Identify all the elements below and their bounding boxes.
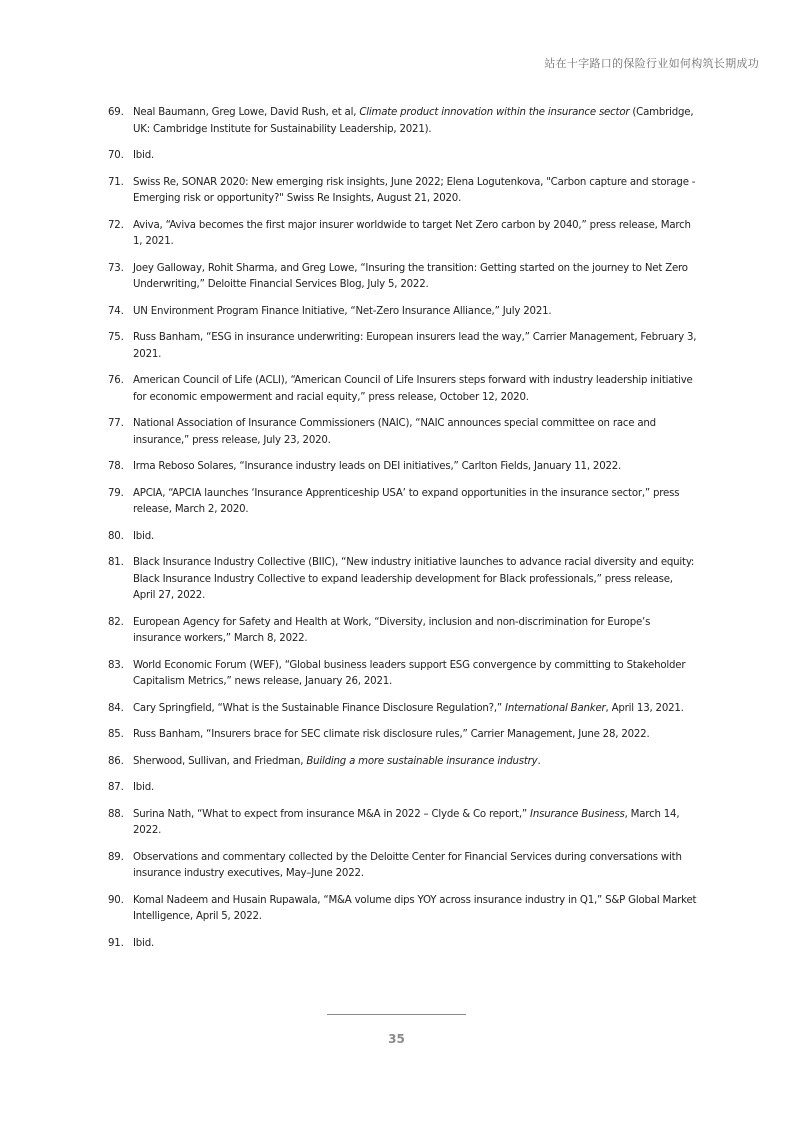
endnote-text-segment: Swiss Re, SONAR 2020: New emerging risk insights, June 2022; Elena Logutenkova, "Carbon capture and storage - Emerging risk or opportunity?" Swiss Re Insights, August 21, 2020.: [133, 176, 696, 204]
endnote-text-segment: APCIA, “APCIA launches ‘Insurance Apprenticeship USA’ to expand opportunities in the insurance sector,” press release, March 2, 2020.: [133, 487, 680, 515]
footer-divider: [327, 1014, 466, 1015]
endnote-item: [108, 893, 698, 926]
endnote-item: [108, 727, 698, 744]
endnote-number: 83.: [108, 659, 124, 671]
endnote-text-segment: Cary Springfield, “What is the Sustainable Finance Disclosure Regulation?,”: [133, 702, 506, 714]
endnote-text: [133, 893, 698, 926]
endnote-number: 87.: [108, 782, 124, 793]
endnote-item: [108, 658, 698, 691]
endnote-number: 82.: [108, 616, 124, 628]
endnote-item: [108, 148, 698, 165]
endnote-number: 91.: [108, 937, 124, 949]
endnote-text: [133, 105, 698, 138]
endnote-number: 88.: [108, 808, 124, 820]
endnote-number: 90.: [108, 894, 124, 906]
endnote-text-segment: World Economic Forum (WEF), “Global business leaders support ESG convergence by committing to Stakeholder Capitalism Metrics,” news release, January 26, 2021.: [133, 659, 686, 687]
endnote-item: [108, 936, 698, 953]
endnote-text-segment: Sherwood, Sullivan, and Friedman,: [133, 755, 307, 767]
endnote-title-italic: International Banker: [505, 702, 606, 714]
endnote-text-segment: Ibid.: [133, 782, 155, 793]
endnote-item: [108, 701, 698, 718]
endnote-text-segment: Russ Banham, “Insurers brace for SEC climate risk disclosure rules,” Carrier Management, June 28, 2022.: [133, 729, 650, 740]
endnote-text: [133, 416, 698, 449]
endnote-item: [108, 486, 698, 519]
endnote-text-segment: Irma Reboso Solares, “Insurance industry leads on DEI initiatives,” Carlton Fields, January 11, 2022.: [133, 461, 622, 472]
endnote-item: [108, 780, 698, 797]
endnote-item: [108, 218, 698, 251]
endnote-text-segment: Surina Nath, “What to expect from insurance M&A in 2022 – Clyde & Co report,”: [133, 808, 531, 820]
endnote-text: [133, 701, 698, 718]
endnote-text: [133, 529, 698, 546]
endnote-item: [108, 416, 698, 449]
endnote-number: 72.: [108, 219, 124, 231]
endnote-number: 85.: [108, 729, 124, 740]
endnote-text-segment: Ibid.: [133, 530, 155, 542]
endnote-text: [133, 658, 698, 691]
endnote-item: [108, 330, 698, 363]
endnote-text-segment: UN Environment Program Finance Initiative, “Net-Zero Insurance Alliance,” July 2021.: [133, 305, 552, 317]
endnote-number: 89.: [108, 851, 124, 863]
endnote-text: [133, 459, 698, 476]
endnote-text: [133, 807, 698, 840]
endnote-text-segment: Russ Banham, “ESG in insurance underwriting: European insurers lead the way,” Carrier Management, February 3, 2021.: [133, 332, 697, 360]
endnote-number: 75.: [108, 332, 124, 343]
endnote-text: [133, 850, 698, 883]
endnote-text: [133, 330, 698, 363]
endnote-item: [108, 807, 698, 840]
running-header-title: 站在十字路口的保险行业如何构筑长期成功: [544, 57, 759, 70]
endnote-text: [133, 373, 698, 406]
endnote-item: [108, 529, 698, 546]
endnote-text-segment: American Council of Life (ACLI), “American Council of Life Insurers steps forward with industry leadership initiative for economic empowerment and racial equity,” press release, October 12, 2020.: [133, 375, 693, 403]
endnote-title-italic: Insurance Business: [530, 808, 625, 820]
endnote-text-segment: Ibid.: [133, 937, 155, 949]
endnote-number: 86.: [108, 755, 124, 767]
endnote-text-segment: Aviva, “Aviva becomes the first major insurer worldwide to target Net Zero carbon by 2040,” press release, March 1, 2021.: [133, 219, 691, 247]
endnote-item: [108, 105, 698, 138]
endnote-number: 69.: [108, 107, 124, 118]
endnote-number: 77.: [108, 418, 124, 429]
endnote-item: [108, 373, 698, 406]
endnote-number: 84.: [108, 702, 124, 714]
endnote-text-segment: , April 13, 2021.: [605, 702, 684, 714]
endnote-item: [108, 615, 698, 648]
endnote-number: 70.: [108, 150, 124, 161]
endnote-number: 73.: [108, 262, 124, 274]
endnote-item: [108, 754, 698, 771]
endnote-item: [108, 175, 698, 208]
endnote-text: [133, 175, 698, 208]
endnote-text-segment: National Association of Insurance Commissioners (NAIC), “NAIC announces special committee on race and insurance,” press release, July 23, 2020.: [133, 418, 656, 446]
endnote-number: 80.: [108, 530, 124, 542]
endnote-text: [133, 727, 698, 744]
endnote-text: [133, 555, 698, 605]
endnote-item: [108, 304, 698, 321]
endnote-text-segment: Observations and commentary collected by the Deloitte Center for Financial Services during conversations with insurance industry executives, May–June 2022.: [133, 851, 682, 879]
endnote-number: 81.: [108, 557, 124, 568]
endnote-text-segment: Komal Nadeem and Husain Rupawala, “M&A volume dips YOY across insurance industry in Q1,” S&P Global Market Intelligence, April 5, 2022.: [133, 894, 697, 922]
endnote-text-segment: Joey Galloway, Rohit Sharma, and Greg Lowe, “Insuring the transition: Getting started on the journey to Net Zero Underwriting,” Deloitte Financial Services Blog, July 5, 2022.: [133, 262, 688, 290]
endnote-item: [108, 850, 698, 883]
endnote-text-segment: Neal Baumann, Greg Lowe, David Rush, et al,: [133, 107, 360, 118]
endnote-text: [133, 261, 698, 294]
endnote-text-segment: Black Insurance Industry Collective (BIIC), “New industry initiative launches to advance racial diversity and equity: Black Insurance Industry Collective to expand leadership development for Black professionals,” press release, April 27, 2022.: [133, 557, 695, 601]
endnote-text: [133, 615, 698, 648]
endnote-text: [133, 936, 698, 953]
endnote-text: [133, 486, 698, 519]
endnote-item: [108, 555, 698, 605]
endnote-text: [133, 754, 698, 771]
endnote-text: [133, 780, 698, 797]
endnote-text-segment: European Agency for Safety and Health at Work, “Diversity, inclusion and non-discrimination for Europe’s insurance workers,” March 8, 2022.: [133, 616, 651, 644]
endnote-item: [108, 261, 698, 294]
endnote-number: 71.: [108, 176, 124, 188]
endnote-text-segment: (Cambridge, UK: Cambridge Institute for Sustainability Leadership, 2021).: [133, 107, 694, 135]
endnote-title-italic: Climate product innovation within the insurance sector: [359, 107, 630, 118]
endnote-number: 76.: [108, 375, 124, 386]
endnotes-list: [108, 105, 698, 962]
endnote-text-segment: .: [537, 755, 541, 767]
endnote-text-segment: Ibid.: [133, 150, 155, 161]
endnote-text: [133, 148, 698, 165]
endnote-item: [108, 459, 698, 476]
endnote-text: [133, 304, 698, 321]
endnote-number: 79.: [108, 487, 124, 499]
endnote-text: [133, 218, 698, 251]
endnote-text-segment: , March 14, 2022.: [133, 808, 680, 836]
page-number: 35: [388, 1032, 405, 1046]
endnote-number: 78.: [108, 461, 124, 472]
endnote-number: 74.: [108, 305, 124, 317]
endnote-title-italic: Building a more sustainable insurance industry: [306, 755, 538, 767]
